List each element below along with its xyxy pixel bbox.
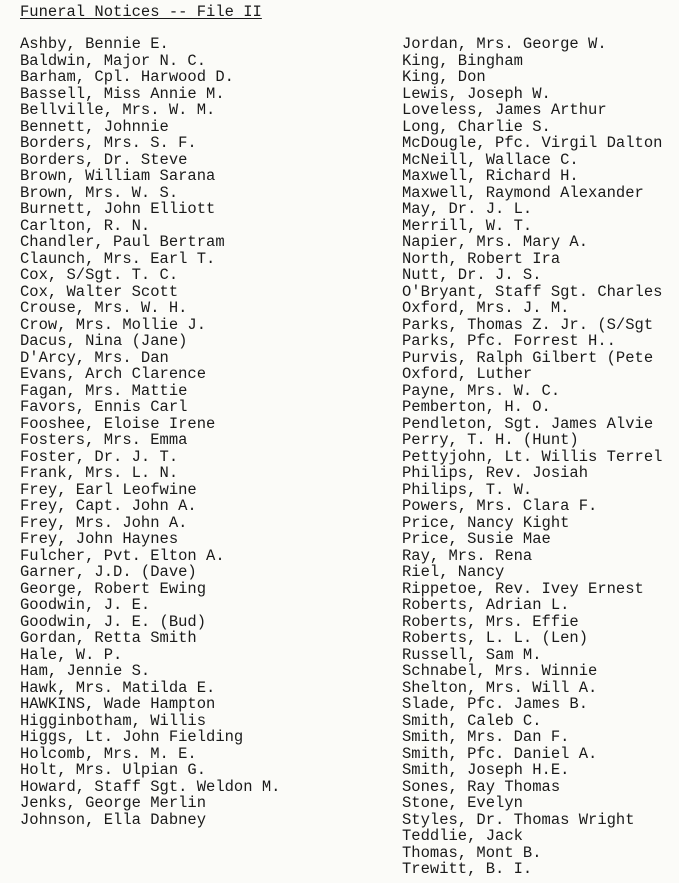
name-entry: Purvis, Ralph Gilbert (Pete bbox=[402, 348, 654, 367]
name-entry: Goodwin, J. E. (Bud) bbox=[20, 612, 207, 631]
name-entry: Dacus, Nina (Jane) bbox=[20, 332, 188, 350]
name-entry: Hale, W. P. bbox=[20, 645, 123, 664]
name-entry: Borders, Dr. Steve bbox=[20, 150, 188, 169]
names-column-right bbox=[402, 36, 662, 878]
name-entry: Rippetoe, Rev. Ivey Ernest bbox=[402, 579, 644, 598]
name-entry: Trewitt, B. I. bbox=[402, 860, 533, 878]
name-entry: Frey, Mrs. John A. bbox=[20, 513, 188, 532]
name-entry: Borders, Mrs. S. F. bbox=[20, 134, 197, 152]
name-entry: Merrill, W. T. bbox=[402, 216, 533, 235]
name-entry: Brown, Mrs. W. S. bbox=[20, 183, 179, 202]
name-entry: Goodwin, J. E. bbox=[20, 596, 151, 614]
name-entry: Ray, Mrs. Rena bbox=[402, 546, 533, 565]
name-entry: Pendleton, Sgt. James Alvie bbox=[402, 414, 654, 433]
name-entry: Fooshee, Eloise Irene bbox=[20, 414, 216, 433]
name-entry: Smith, Mrs. Dan F. bbox=[402, 728, 570, 746]
name-entry: Holcomb, Mrs. M. E. bbox=[20, 744, 197, 763]
name-entry: Johnson, Ella Dabney bbox=[20, 810, 207, 829]
name-entry: Frey, Capt. John A. bbox=[20, 497, 197, 515]
name-entry: King, Don bbox=[402, 68, 486, 86]
name-entry: Sones, Ray Thomas bbox=[402, 777, 561, 796]
name-entry: Philips, Rev. Josiah bbox=[402, 464, 589, 482]
name-entry: George, Robert Ewing bbox=[20, 579, 207, 598]
name-entry: Foster, Dr. J. T. bbox=[20, 447, 179, 466]
name-entry: Parks, Pfc. Forrest H.. bbox=[402, 332, 616, 350]
name-entry: Jenks, George Merlin bbox=[20, 794, 207, 812]
name-entry: Riel, Nancy bbox=[402, 563, 505, 581]
name-entry: Burnett, John Elliott bbox=[20, 200, 216, 218]
name-entry: Carlton, R. N. bbox=[20, 216, 151, 235]
name-entry: Oxford, Mrs. J. M. bbox=[402, 299, 570, 317]
name-entry: Claunch, Mrs. Earl T. bbox=[20, 249, 216, 268]
name-entry: Napier, Mrs. Mary A. bbox=[402, 233, 589, 251]
name-entry: Hawk, Mrs. Matilda E. bbox=[20, 678, 216, 697]
name-entry: Parks, Thomas Z. Jr. (S/Sgt bbox=[402, 315, 654, 334]
name-entry: McNeill, Wallace C. bbox=[402, 150, 579, 169]
name-entry: O'Bryant, Staff Sgt. Charles bbox=[402, 282, 663, 301]
document-title: Funeral Notices -- File II bbox=[20, 3, 262, 21]
name-entry: Shelton, Mrs. Will A. bbox=[402, 678, 598, 697]
name-entry: Frey, John Haynes bbox=[20, 530, 179, 548]
name-entry: McDougle, Pfc. Virgil Dalton bbox=[402, 134, 663, 152]
name-entry: Pettyjohn, Lt. Willis Terrel bbox=[402, 447, 663, 466]
name-entry: Payne, Mrs. W. C. bbox=[402, 381, 561, 400]
name-entry: Perry, T. H. (Hunt) bbox=[402, 431, 579, 449]
name-entry: King, Bingham bbox=[402, 51, 523, 70]
name-entry: Smith, Caleb C. bbox=[402, 711, 542, 730]
name-entry: Higginbotham, Willis bbox=[20, 711, 207, 730]
name-entry: Frey, Earl Leofwine bbox=[20, 480, 197, 499]
name-entry: Roberts, Mrs. Effie bbox=[402, 612, 579, 631]
name-entry: Bellville, Mrs. W. M. bbox=[20, 101, 216, 119]
name-entry: Fulcher, Pvt. Elton A. bbox=[20, 546, 225, 565]
name-entry: Cox, S/Sgt. T. C. bbox=[20, 266, 179, 284]
name-entry: HAWKINS, Wade Hampton bbox=[20, 695, 216, 713]
names-column-left bbox=[20, 36, 280, 828]
name-entry: Smith, Pfc. Daniel A. bbox=[402, 744, 598, 763]
name-entry: North, Robert Ira bbox=[402, 249, 561, 268]
name-entry: Bennett, Johnnie bbox=[20, 117, 169, 136]
name-entry: Jordan, Mrs. George W. bbox=[402, 35, 607, 53]
name-entry: Ashby, Bennie E. bbox=[20, 35, 169, 53]
name-entry: Cox, Walter Scott bbox=[20, 282, 179, 301]
name-entry: Barham, Cpl. Harwood D. bbox=[20, 68, 234, 86]
name-entry: D'Arcy, Mrs. Dan bbox=[20, 348, 169, 367]
name-entry: Garner, J.D. (Dave) bbox=[20, 563, 197, 581]
name-entry: Smith, Joseph H.E. bbox=[402, 761, 570, 779]
name-entry: Long, Charlie S. bbox=[402, 117, 551, 136]
name-entry: Loveless, James Arthur bbox=[402, 101, 607, 119]
name-entry: Powers, Mrs. Clara F. bbox=[402, 497, 598, 515]
name-entry: Maxwell, Raymond Alexander bbox=[402, 183, 644, 202]
name-entry: Fagan, Mrs. Mattie bbox=[20, 381, 188, 400]
name-entry: Crow, Mrs. Mollie J. bbox=[20, 315, 207, 334]
name-entry: Teddlie, Jack bbox=[402, 827, 523, 845]
name-entry: Philips, T. W. bbox=[402, 480, 533, 499]
name-entry: Maxwell, Richard H. bbox=[402, 167, 579, 185]
name-entry: Slade, Pfc. James B. bbox=[402, 695, 589, 713]
name-entry: Bassell, Miss Annie M. bbox=[20, 84, 225, 103]
name-entry: May, Dr. J. L. bbox=[402, 200, 533, 218]
name-entry: Frank, Mrs. L. N. bbox=[20, 464, 179, 482]
name-entry: Price, Nancy Kight bbox=[402, 513, 570, 532]
name-entry: Gordan, Retta Smith bbox=[20, 629, 197, 647]
name-entry: Baldwin, Major N. C. bbox=[20, 51, 207, 70]
name-entry: Roberts, L. L. (Len) bbox=[402, 629, 589, 647]
name-entry: Fosters, Mrs. Emma bbox=[20, 431, 188, 449]
name-entry: Stone, Evelyn bbox=[402, 794, 523, 812]
name-entry: Chandler, Paul Bertram bbox=[20, 233, 225, 251]
name-entry: Evans, Arch Clarence bbox=[20, 365, 207, 383]
name-entry: Nutt, Dr. J. S. bbox=[402, 266, 542, 284]
name-entry: Brown, William Sarana bbox=[20, 167, 216, 185]
name-entry: Styles, Dr. Thomas Wright bbox=[402, 810, 635, 829]
name-entry: Pemberton, H. O. bbox=[402, 398, 551, 416]
name-entry: Russell, Sam M. bbox=[402, 645, 542, 664]
name-entry: Favors, Ennis Carl bbox=[20, 398, 188, 416]
name-entry: Ham, Jennie S. bbox=[20, 662, 151, 680]
name-entry: Howard, Staff Sgt. Weldon M. bbox=[20, 777, 281, 796]
name-entry: Lewis, Joseph W. bbox=[402, 84, 551, 103]
name-entry: Roberts, Adrian L. bbox=[402, 596, 570, 614]
name-entry: Oxford, Luther bbox=[402, 365, 533, 383]
name-entry: Price, Susie Mae bbox=[402, 530, 551, 548]
name-entry: Crouse, Mrs. W. H. bbox=[20, 299, 188, 317]
name-entry: Schnabel, Mrs. Winnie bbox=[402, 662, 598, 680]
name-entry: Holt, Mrs. Ulpian G. bbox=[20, 761, 207, 779]
name-entry: Higgs, Lt. John Fielding bbox=[20, 728, 244, 746]
name-entry: Thomas, Mont B. bbox=[402, 843, 542, 862]
